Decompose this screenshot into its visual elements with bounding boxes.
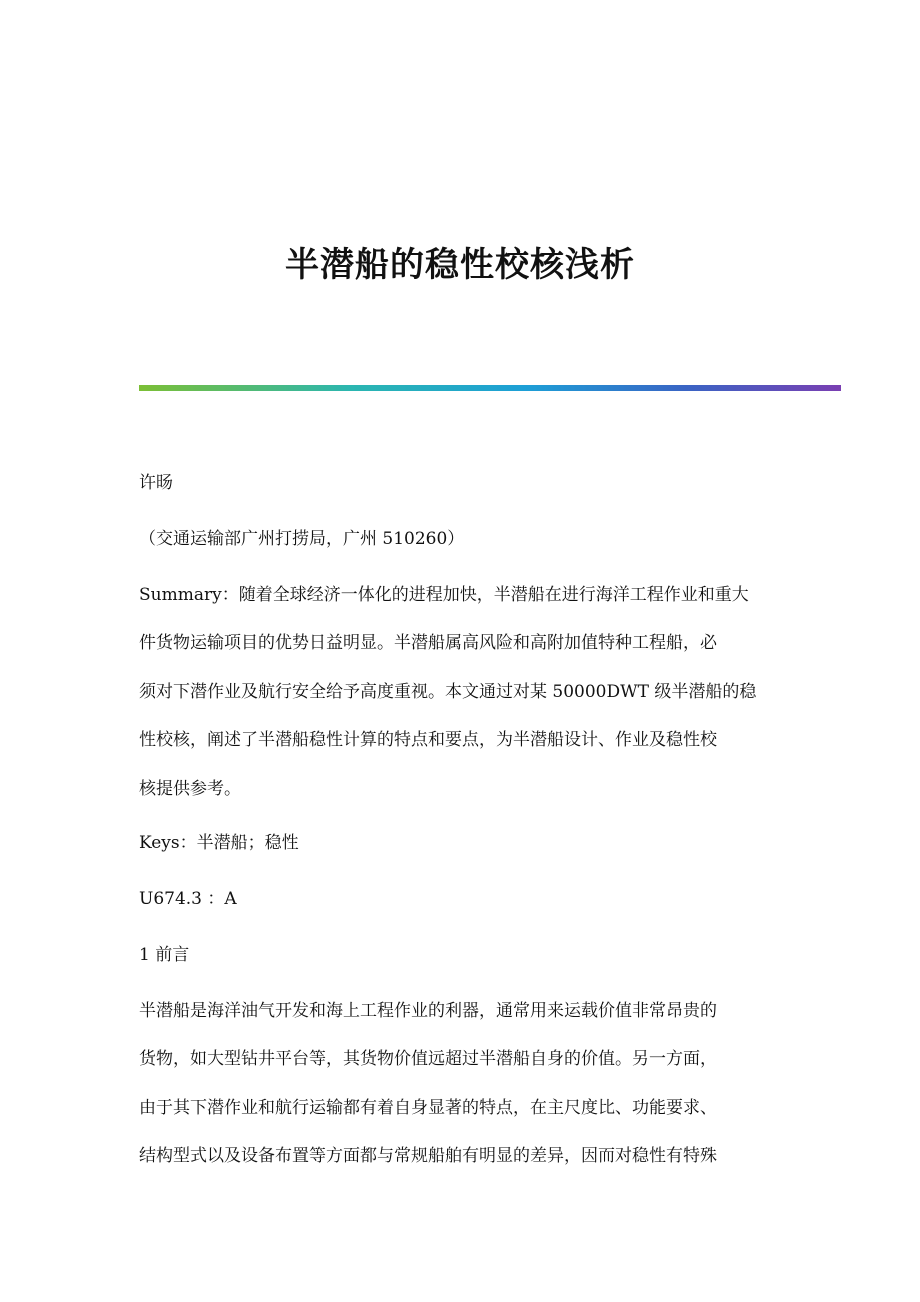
summary-line: 性校核，阐述了半潜船稳性计算的特点和要点，为半潜船设计、作业及稳性校 bbox=[139, 730, 717, 751]
page-title: 半潜船的稳性校核浅析 bbox=[285, 244, 635, 285]
body-line: 半潜船是海洋油气开发和海上工程作业的利器，通常用来运载价值非常昂贵的 bbox=[139, 1001, 717, 1021]
title-divider bbox=[139, 385, 841, 391]
body-line: 结构型式以及设备布置等方面都与常规船舶有明显的差异，因而对稳性有特殊 bbox=[139, 1146, 717, 1167]
body-line: 货物，如大型钻井平台等，其货物价值远超过半潜船自身的价值。另一方面， bbox=[139, 1049, 717, 1070]
summary-line: 核提供参考。 bbox=[139, 778, 241, 799]
classification-code: U674.3 ：A bbox=[139, 889, 237, 909]
keywords: Keys：半潜船；稳性 bbox=[139, 833, 299, 853]
summary-line: 件货物运输项目的优势日益明显。半潜船属高风险和高附加值特种工程船，必 bbox=[139, 633, 717, 654]
summary-line: Summary：随着全球经济一体化的进程加快，半潜船在进行海洋工程作业和重大 bbox=[139, 585, 749, 605]
summary-line: 须对下潜作业及航行安全给予高度重视。本文通过对某 50000DWT 级半潜船的稳 bbox=[139, 681, 757, 702]
author-name: 许旸 bbox=[139, 473, 173, 493]
author-affiliation: （交通运输部广州打捞局，广州 510260） bbox=[139, 529, 465, 549]
body-line: 由于其下潜作业和航行运输都有着自身显著的特点，在主尺度比、功能要求、 bbox=[139, 1097, 717, 1118]
summary-paragraph bbox=[139, 571, 789, 813]
body-paragraph bbox=[139, 987, 789, 1181]
section-heading: 1 前言 bbox=[139, 945, 190, 965]
